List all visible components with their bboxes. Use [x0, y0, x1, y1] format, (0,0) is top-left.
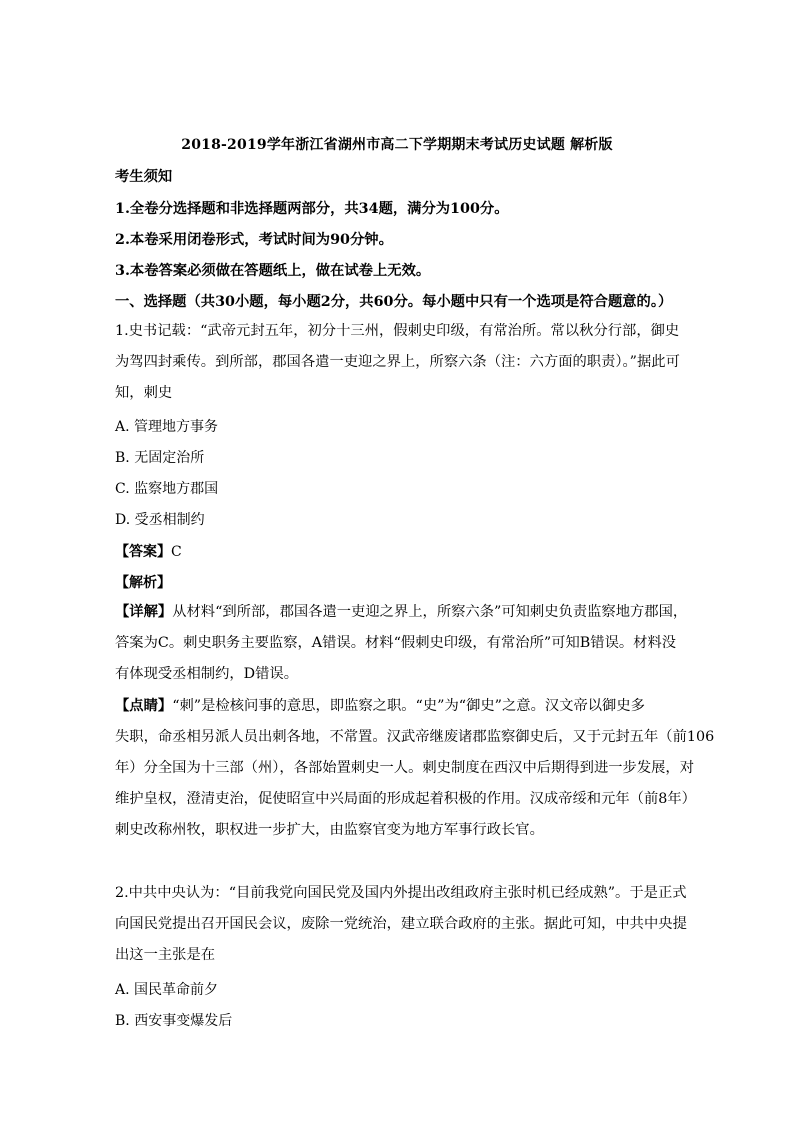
point-line: 年）分全国为十三部（州），各部始置刺史一人。刺史制度在西汉中后期得到进一步发展，对 [115, 760, 695, 776]
point-tag: 【点睛】 [115, 698, 173, 714]
q1-stem-line: 为驾四封乘传。到所部，郡国各遣一吏迎之界上，所察六条（注：六方面的职责）。”据此可 [115, 354, 680, 370]
q2-stem-line: 向国民党提出召开国民会议，废除一党统治，建立联合政府的主张。据此可知，中共中央提 [115, 916, 687, 932]
document-title: 2018-2019学年浙江省湖州市高二下学期期末考试历史试题 解析版 [181, 137, 613, 153]
detail-line: 答案为C。刺史职务主要监察，A错误。材料“假刺史印级，有常治所”可知B错误。材料没 [115, 635, 677, 651]
detail-line: 从材料“到所部，郡国各遣一吏迎之界上，所察六条”可知刺史负责监察地方郡国， [172, 604, 688, 620]
q2-stem-line: 出这一主张是在 [115, 947, 216, 963]
notice-item: 3.本卷答案必须做在答题纸上，做在试卷上无效。 [115, 263, 431, 279]
q1-option-c: C. 监察地方郡国 [115, 481, 219, 497]
notice-item: 2.本卷采用闭卷形式，考试时间为90分钟。 [115, 232, 393, 248]
detail-line: 有体现受丞相制约，D错误。 [115, 666, 299, 682]
analysis-heading: 【解析】 [115, 575, 171, 591]
q1-stem-line: 知，刺史 [115, 385, 173, 401]
section-heading: 一、选择题（共30小题，每小题2分，共60分。每小题中只有一个选项是符合题意的。） [115, 294, 673, 310]
point-line: “刺”是检核问事的意思，即监察之职。“史”为“御史”之意。汉文帝以御史多 [172, 698, 645, 714]
q1-stem [115, 316, 687, 409]
q2-stem-line: 2.中共中央认为：“目前我党向国民党及国内外提出改组政府主张时机已经成熟”。于是正式 [115, 885, 687, 901]
point-line: 失职，命丞相另派人员出刺各地，不常置。汉武帝继废诸郡监察御史后，又于元封五年（前106 [115, 729, 715, 745]
q2-option-a: A. 国民革命前夕 [115, 982, 219, 998]
q1-option-a: A. 管理地方事务 [115, 419, 219, 435]
notice-heading: 考生须知 [115, 169, 173, 185]
q1-stem-line: 1.史书记载：“武帝元封五年，初分十三州，假刺史印级，有常治所。常以秋分行部，御史 [115, 323, 680, 339]
notice-item: 1.全卷分选择题和非选择题两部分，共34题，满分为100分。 [115, 201, 509, 217]
q1-point [115, 691, 715, 846]
point-line: 维护皇权，澄清吏治，促使昭宣中兴局面的形成起着积极的作用。汉成帝绥和元年（前8年） [115, 791, 696, 807]
q1-option-d: D. 受丞相制约 [115, 512, 205, 528]
q2-stem [115, 878, 687, 971]
answer-value: C [171, 544, 182, 560]
q1-option-b: B. 无固定治所 [115, 450, 205, 466]
answer-tag: 【答案】 [115, 544, 171, 560]
detail-tag: 【详解】 [115, 604, 173, 620]
q1-detail [115, 597, 687, 690]
q1-answer [115, 541, 182, 561]
q2-option-b: B. 西安事变爆发后 [115, 1013, 233, 1029]
point-line: 刺史改称州牧，职权进一步扩大，由监察官变为地方军事行政长官。 [115, 822, 544, 838]
